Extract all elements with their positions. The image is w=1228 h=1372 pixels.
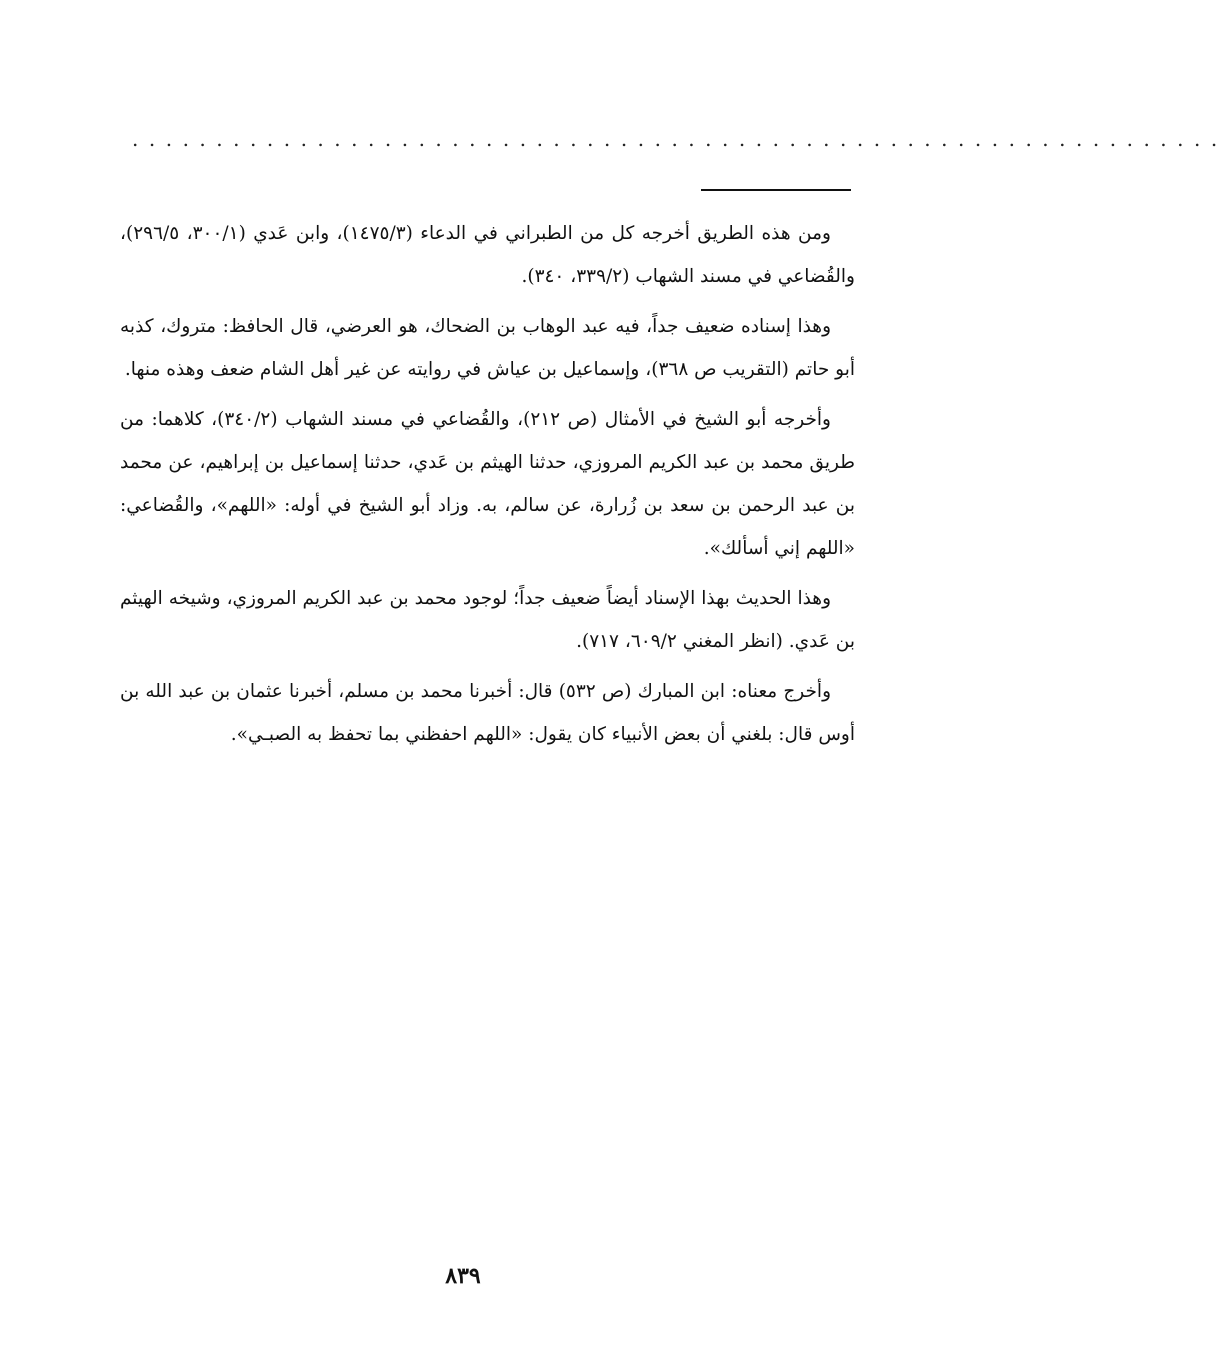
footnotes-section xyxy=(120,212,855,763)
footnote-paragraph: ومن هذه الطريق أخرجه كل من الطبراني في الدعاء (١٤٧٥/٣)، وابن عَدي (٣٠٠/١، ٢٩٦/٥)، والقُضاعي في مسند الشهاب (٣٣٩/٢، ٣٤٠). xyxy=(120,223,855,287)
footnote-paragraph: وأخرج معناه: ابن المبارك (ص ٥٣٢) قال: أخبرنا محمد بن مسلم، أخبرنا عثمان بن عبد الله بن أوس قال: بلغني أن بعض الأنبياء كان يقول: «اللهم احفظني بما تحفظ به الصبـي». xyxy=(120,681,855,745)
footnote-rule xyxy=(701,189,851,191)
footnote-paragraph: وهذا إسناده ضعيف جداً، فيه عبد الوهاب بن الضحاك، هو العرضي، قال الحافظ: متروك، كذبه أبو حاتم (التقريب ص ٣٦٨)، وإسماعيل بن عياش في روايته عن غير أهل الشام ضعف وهذه منها. xyxy=(120,316,855,380)
footnote-paragraph: وهذا الحديث بهذا الإسناد أيضاً ضعيف جداً؛ لوجود محمد بن عبد الكريم المروزي، وشيخه الهيثم بن عَدي. (انظر المغني ٦٠٩/٢، ٧١٧). xyxy=(120,588,855,652)
page-number: ٨٣٩ xyxy=(445,1263,481,1289)
dotted-separator: ................................................................. xyxy=(132,127,1228,151)
footnote-paragraph: وأخرجه أبو الشيخ في الأمثال (ص ٢١٢)، والقُضاعي في مسند الشهاب (٣٤٠/٢)، كلاهما: من طريق محمد بن عبد الكريم المروزي، حدثنا الهيثم بن عَدي، حدثنا إسماعيل بن إبراهيم، عن محمد بن عبد الرحمن بن سعد بن زُرارة، عن سالم، به. وزاد أبو الشيخ في أوله: «اللهم»، والقُضاعي: «اللهم إني أسألك». xyxy=(120,409,855,559)
